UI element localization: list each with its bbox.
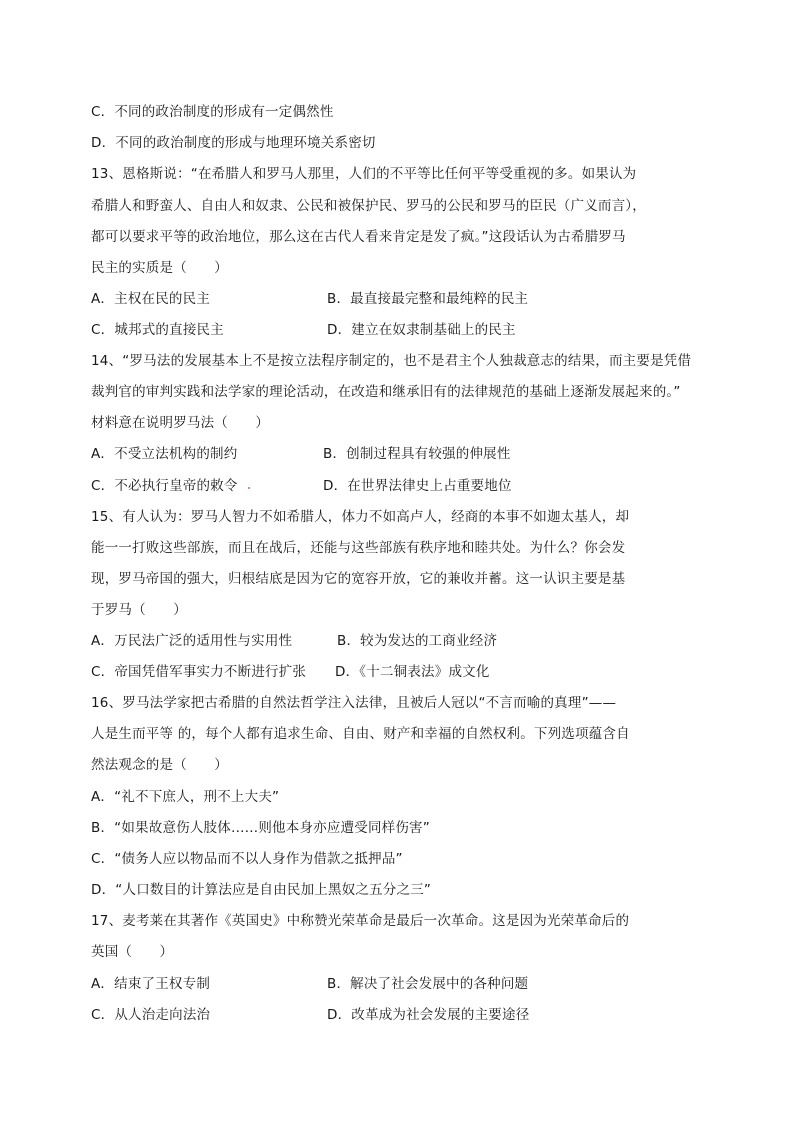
q17-option-b: B．解决了社会发展中的各种问题 [327, 976, 529, 992]
q14-stem-line-3: 材料意在说明罗马法（ ） [91, 415, 270, 431]
q14-option-b: B．创制过程具有较强的伸展性 [323, 446, 511, 462]
q16-option-a: A．“礼不下庶人，刑不上大夫” [91, 789, 280, 805]
q14-option-a: A．不受立法机构的制约 [91, 446, 238, 462]
q15-option-c: C．帝国凭借军事实力不断进行扩张 [91, 664, 307, 680]
q15-stem-line-4: 于罗马（ ） [91, 602, 187, 618]
q17-option-c: C．从人治走向法治 [91, 1007, 211, 1023]
q16-stem-line-3: 然法观念的是（ ） [91, 757, 228, 773]
q12-option-c: C．不同的政治制度的形成有一定偶然性 [91, 104, 334, 120]
stray-mark [248, 487, 250, 489]
q13-stem-line-3: 都可以要求平等的政治地位，那么这在古代人看来肯定是发了疯。”这段话认为古希腊罗马 [91, 229, 626, 245]
q13-option-c: C．城邦式的直接民主 [91, 322, 224, 338]
q13-option-b: B．最直接最完整和最纯粹的民主 [327, 291, 529, 307]
q17-stem-line-2: 英国（ ） [91, 944, 174, 960]
q16-stem-line-2: 人是生而平等 的，每个人都有追求生命、自由、财产和幸福的自然权利。下列选项蕴含自 [91, 726, 630, 742]
q17-stem-line-1: 17、麦考莱在其著作《英国史》中称赞光荣革命是最后一次革命。这是因为光荣革命后的 [91, 913, 630, 929]
q13-stem-line-4: 民主的实质是（ ） [91, 260, 228, 276]
q15-stem-line-2: 能一一打败这些部族，而且在战后，还能与这些部族有秩序地和睦共处。为什么？你会发 [91, 540, 626, 556]
q15-stem-line-3: 现，罗马帝国的强大，归根结底是因为它的宽容开放，它的兼收并蓄。这一认识主要是基 [91, 571, 626, 587]
q16-option-b: B．“如果故意伤人肢体……则他本身亦应遭受同样伤害” [91, 820, 430, 836]
q13-option-a: A．主权在民的民主 [91, 291, 211, 307]
q15-option-b: B．较为发达的工商业经济 [337, 633, 498, 649]
q16-stem-line-1: 16、罗马法学家把古希腊的自然法哲学注入法律，且被后人冠以“不言而喻的真理”—— [91, 695, 617, 711]
q14-option-d: D．在世界法律史上占重要地位 [323, 478, 512, 494]
q12-option-d: D．不同的政治制度的形成与地理环境关系密切 [91, 135, 376, 151]
q14-stem-line-2: 裁判官的审判实践和法学家的理论活动，在改造和继承旧有的法律规范的基础上逐渐发展起来的。” [91, 384, 681, 400]
q15-option-d: D．《十二铜表法》成文化 [335, 664, 490, 680]
q13-stem-line-2: 希腊人和野蛮人、自由人和奴隶、公民和被保护民、罗马的公民和罗马的臣民（广义而言）， [91, 198, 646, 214]
q15-stem-line-1: 15、有人认为：罗马人智力不如希腊人，体力不如高卢人，经商的本事不如迦太基人，却 [91, 509, 630, 525]
q13-option-d: D．建立在奴隶制基础上的民主 [327, 322, 516, 338]
q15-option-a: A．万民法广泛的适用性与实用性 [91, 633, 293, 649]
q13-stem-line-1: 13、恩格斯说：“在希腊人和罗马人那里，人们的不平等比任何平等受重视的多。如果认为 [91, 166, 637, 182]
q16-option-c: C．“债务人应以物品而不以人身作为借款之抵押品” [91, 851, 403, 867]
q16-option-d: D．“人口数目的计算法应是自由民加上黑奴之五分之三” [91, 882, 432, 898]
q17-option-d: D．改革成为社会发展的主要途径 [327, 1007, 530, 1023]
q17-option-a: A．结束了王权专制 [91, 976, 211, 992]
q14-option-c: C．不必执行皇帝的敕令 [91, 478, 238, 494]
q14-stem-line-1: 14、“罗马法的发展基本上不是按立法程序制定的，也不是君主个人独裁意志的结果，而主要是凭借 [91, 353, 692, 369]
